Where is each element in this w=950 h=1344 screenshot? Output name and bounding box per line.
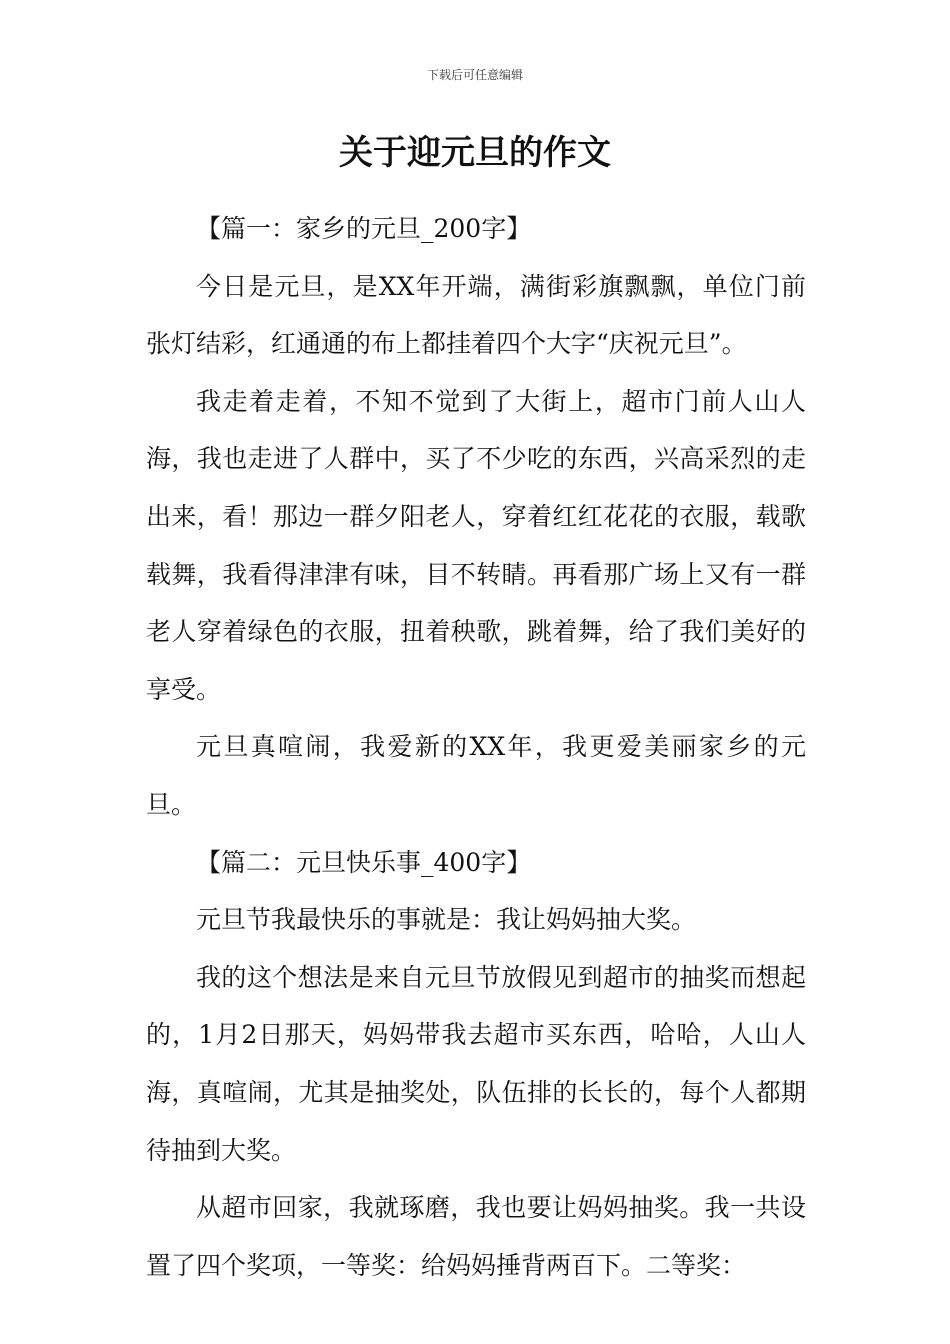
paragraph: 元旦真喧闹，我爱新的XX年，我更爱美丽家乡的元旦。 (146, 732, 806, 819)
section-heading-2: 【篇二：元旦快乐事_400字】 (196, 847, 532, 877)
page-header-note: 下载后可任意编辑 (426, 68, 523, 82)
paragraph: 今日是元旦，是XX年开端，满街彩旗飘飘，单位门前张灯结彩，红通通的布上都挂着四个大字“庆祝元旦”。 (146, 271, 806, 359)
paragraph: 元旦节我最快乐的事就是：我让妈妈抽大奖。 (196, 905, 697, 935)
document-body (146, 200, 806, 1294)
paragraph: 我的这个想法是来自元旦节放假见到超市的抽奖而想起的，1月2日那天，妈妈带我去超市买东西，哈哈，人山人海，真喧闹，尤其是抽奖处，队伍排的长长的，每个人都期待抽到大奖。 (146, 962, 806, 1165)
paragraph: 我走着走着，不知不觉到了大街上，超市门前人山人海，我也走进了人群中，买了不少吃的东西，兴高采烈的走出来，看！那边一群夕阳老人，穿着红红花花的衣服，载歌载舞，我看得津津有味，目不转睛。再看那广场上又有一群老人穿着绿色的衣服，扭着秧歌，跳着舞，给了我们美好的享受。 (146, 386, 806, 704)
document-title: 关于迎元旦的作文 (339, 133, 611, 173)
section-heading-1: 【篇一：家乡的元旦_200字】 (196, 214, 532, 243)
paragraph: 从超市回家，我就琢磨，我也要让妈妈抽奖。我一共设置了四个奖项，一等奖：给妈妈捶背两百下。二等奖： (146, 1193, 806, 1280)
